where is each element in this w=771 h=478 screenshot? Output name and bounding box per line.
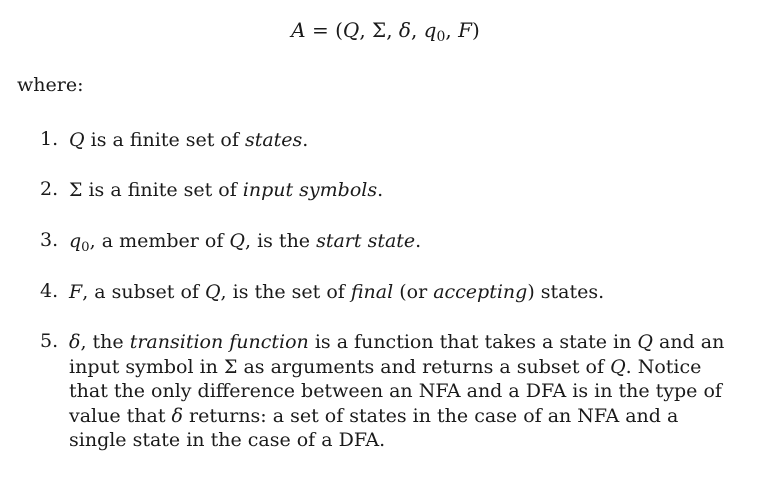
list-item-text <box>69 178 741 203</box>
symbol: F <box>69 281 83 303</box>
eq-comma-2: , <box>386 18 393 42</box>
term: transition function <box>129 331 309 353</box>
text: is a finite set of <box>82 179 243 201</box>
text: , the <box>80 331 130 353</box>
text: , is the <box>244 230 317 252</box>
text: , a member of <box>89 230 230 252</box>
ref: Q <box>610 355 626 378</box>
list-item-text <box>69 128 741 153</box>
eq-comma-4: , <box>445 18 452 42</box>
list-item-text <box>69 280 741 305</box>
text: as arguments and returns a subset of <box>237 355 611 378</box>
ref: Σ <box>223 355 238 378</box>
text: is a function that takes a state in <box>308 331 638 353</box>
text: . Notice that the only difference between an NFA and a DFA is in the type of value that <box>69 355 722 427</box>
eq-states-symbol: Q <box>342 18 360 42</box>
eq-q0-sub: 0 <box>436 29 446 46</box>
eq-equals: = <box>311 18 329 42</box>
symbol: q <box>69 230 82 252</box>
list-item-number: 1. <box>40 128 59 150</box>
symbol: Σ <box>69 179 83 201</box>
term: final <box>350 281 394 303</box>
ref: δ <box>171 404 183 427</box>
automaton-definition-equation <box>0 18 771 46</box>
eq-close-paren: ) <box>472 18 480 42</box>
eq-open-paren: ( <box>335 18 343 42</box>
list-item-text <box>69 330 741 453</box>
eq-sigma-symbol: Σ <box>372 18 387 42</box>
intro-text: where: <box>17 74 84 96</box>
ref: Q <box>229 230 245 252</box>
term: states <box>244 129 303 151</box>
list-item-number: 5. <box>40 330 59 352</box>
term: accepting <box>433 281 528 303</box>
text: and an input symbol in <box>69 331 725 378</box>
list-item-number: 2. <box>40 178 59 200</box>
text: . <box>302 129 309 151</box>
symbol-sub: 0 <box>81 239 90 255</box>
text: . <box>415 230 422 252</box>
text: returns: a set of states in the case of an NFA and a single state in the case of a DFA. <box>69 404 679 451</box>
ref: Q <box>637 331 653 353</box>
text: . <box>377 179 384 201</box>
symbol: δ <box>69 331 81 353</box>
list-item-number: 4. <box>40 280 59 302</box>
term: input symbols <box>242 179 378 201</box>
eq-lhs: A <box>291 18 306 42</box>
text: is a finite set of <box>84 129 245 151</box>
eq-q0-base: q <box>423 18 437 42</box>
text: , a subset of <box>82 281 205 303</box>
text: , is the set of <box>220 281 351 303</box>
symbol: Q <box>69 129 85 151</box>
eq-delta-symbol: δ <box>398 18 411 42</box>
eq-final-symbol: F <box>458 18 473 42</box>
eq-comma-1: , <box>359 18 366 42</box>
text: (or <box>393 281 434 303</box>
ref: Q <box>204 281 221 303</box>
list-item-text <box>69 229 741 254</box>
eq-comma-3: , <box>410 18 418 42</box>
list-item-number: 3. <box>40 229 59 251</box>
text: ) states. <box>527 281 605 303</box>
term: start state <box>316 230 416 252</box>
